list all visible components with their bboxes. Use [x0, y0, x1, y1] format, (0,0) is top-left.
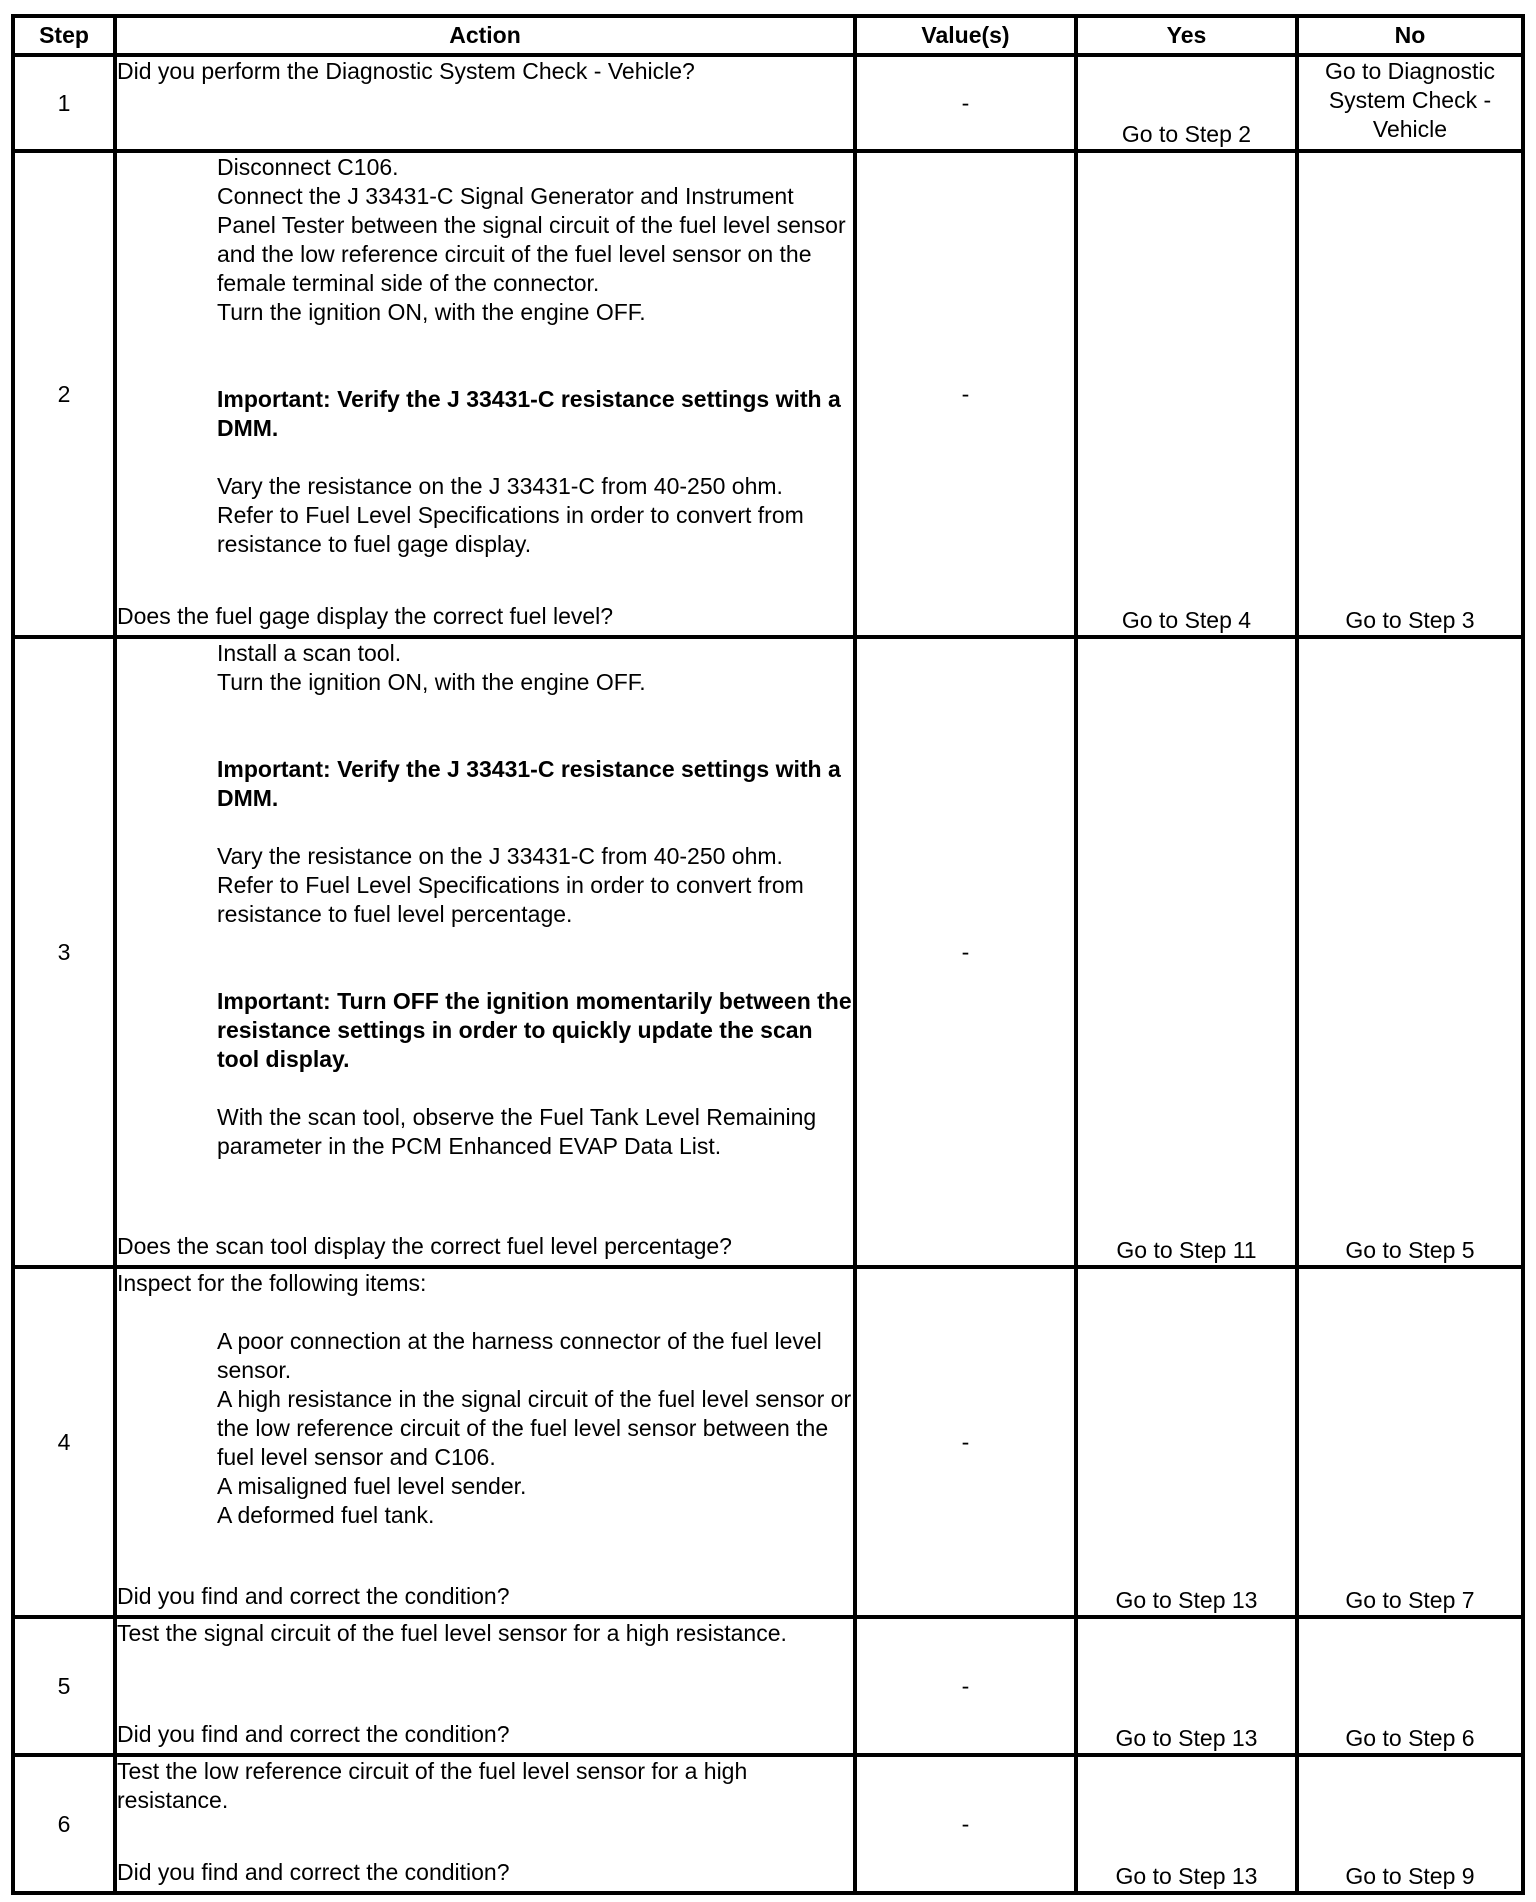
important-note: Important: Turn OFF the ignition momentarily between the resistance settings in order to quickly update the scan tool display.	[217, 988, 852, 1072]
table-row	[13, 637, 1523, 1267]
action-cell	[115, 1267, 855, 1617]
header-step: Step	[13, 16, 115, 55]
diagnostic-table	[11, 14, 1525, 1895]
action-question: Does the fuel gage display the correct fuel level?	[117, 603, 614, 629]
action-line: Refer to Fuel Level Specifications in order to convert from resistance to fuel level percentage.	[217, 872, 804, 927]
action-question: Does the scan tool display the correct fuel level percentage?	[117, 1233, 732, 1259]
action-line: With the scan tool, observe the Fuel Tank Level Remaining parameter in the PCM Enhanced EVAP Data List.	[217, 1104, 817, 1159]
value-cell: -	[855, 1617, 1076, 1755]
action-question: Did you find and correct the condition?	[117, 1583, 510, 1609]
yes-cell: Go to Step 11	[1076, 637, 1297, 1267]
header-no: No	[1297, 16, 1523, 55]
no-cell: Go to Step 9	[1297, 1755, 1523, 1893]
action-line: Disconnect C106.	[217, 154, 399, 180]
table-row	[13, 1617, 1523, 1755]
step-number: 4	[13, 1267, 115, 1617]
action-intro: Test the low reference circuit of the fuel level sensor for a high resistance.	[117, 1758, 748, 1813]
header-values: Value(s)	[855, 16, 1076, 55]
action-intro: Test the signal circuit of the fuel level sensor for a high resistance.	[117, 1620, 787, 1646]
step-number: 3	[13, 637, 115, 1267]
value-cell: -	[855, 1755, 1076, 1893]
action-question: Did you find and correct the condition?	[117, 1859, 510, 1885]
action-cell	[115, 55, 855, 151]
step-number: 1	[13, 55, 115, 151]
action-line: Vary the resistance on the J 33431-C from 40-250 ohm.	[217, 843, 783, 869]
action-line: A deformed fuel tank.	[217, 1502, 435, 1528]
action-line: A high resistance in the signal circuit of the fuel level sensor or the low reference circuit of the fuel level sensor between the fuel level sensor and C106.	[217, 1386, 852, 1470]
table-row	[13, 55, 1523, 151]
action-question: Did you find and correct the condition?	[117, 1721, 510, 1747]
yes-cell: Go to Step 13	[1076, 1267, 1297, 1617]
yes-cell: Go to Step 4	[1076, 151, 1297, 637]
header-yes: Yes	[1076, 16, 1297, 55]
action-cell	[115, 1755, 855, 1893]
action-intro: Inspect for the following items:	[117, 1270, 427, 1296]
step-number: 5	[13, 1617, 115, 1755]
value-cell: -	[855, 1267, 1076, 1617]
action-question: Did you perform the Diagnostic System Check - Vehicle?	[117, 58, 695, 84]
important-note: Important: Verify the J 33431-C resistance settings with a DMM.	[217, 386, 841, 441]
header-row	[13, 16, 1523, 55]
step-number: 6	[13, 1755, 115, 1893]
value-cell: -	[855, 637, 1076, 1267]
value-cell: -	[855, 151, 1076, 637]
no-cell: Go to Diagnostic System Check - Vehicle	[1297, 55, 1523, 151]
action-line: Turn the ignition ON, with the engine OFF.	[217, 669, 646, 695]
action-line: Vary the resistance on the J 33431-C from 40-250 ohm.	[217, 473, 783, 499]
yes-cell: Go to Step 2	[1076, 55, 1297, 151]
action-cell	[115, 637, 855, 1267]
important-note: Important: Verify the J 33431-C resistance settings with a DMM.	[217, 756, 841, 811]
no-cell: Go to Step 6	[1297, 1617, 1523, 1755]
action-cell	[115, 151, 855, 637]
action-line: Turn the ignition ON, with the engine OFF.	[217, 299, 646, 325]
action-line: A poor connection at the harness connector of the fuel level sensor.	[217, 1328, 822, 1383]
no-cell: Go to Step 7	[1297, 1267, 1523, 1617]
step-number: 2	[13, 151, 115, 637]
action-line: A misaligned fuel level sender.	[217, 1473, 527, 1499]
action-line: Refer to Fuel Level Specifications in order to convert from resistance to fuel gage display.	[217, 502, 804, 557]
table-row	[13, 1267, 1523, 1617]
action-line: Connect the J 33431-C Signal Generator and Instrument Panel Tester between the signal circuit of the fuel level sensor and the low reference circuit of the fuel level sensor on the female terminal side of the connector.	[217, 183, 846, 296]
value-cell: -	[855, 55, 1076, 151]
header-action: Action	[115, 16, 855, 55]
table-row	[13, 1755, 1523, 1893]
table-row	[13, 151, 1523, 637]
yes-cell: Go to Step 13	[1076, 1755, 1297, 1893]
yes-cell: Go to Step 13	[1076, 1617, 1297, 1755]
no-cell: Go to Step 3	[1297, 151, 1523, 637]
action-cell	[115, 1617, 855, 1755]
action-line: Install a scan tool.	[217, 640, 402, 666]
no-cell: Go to Step 5	[1297, 637, 1523, 1267]
